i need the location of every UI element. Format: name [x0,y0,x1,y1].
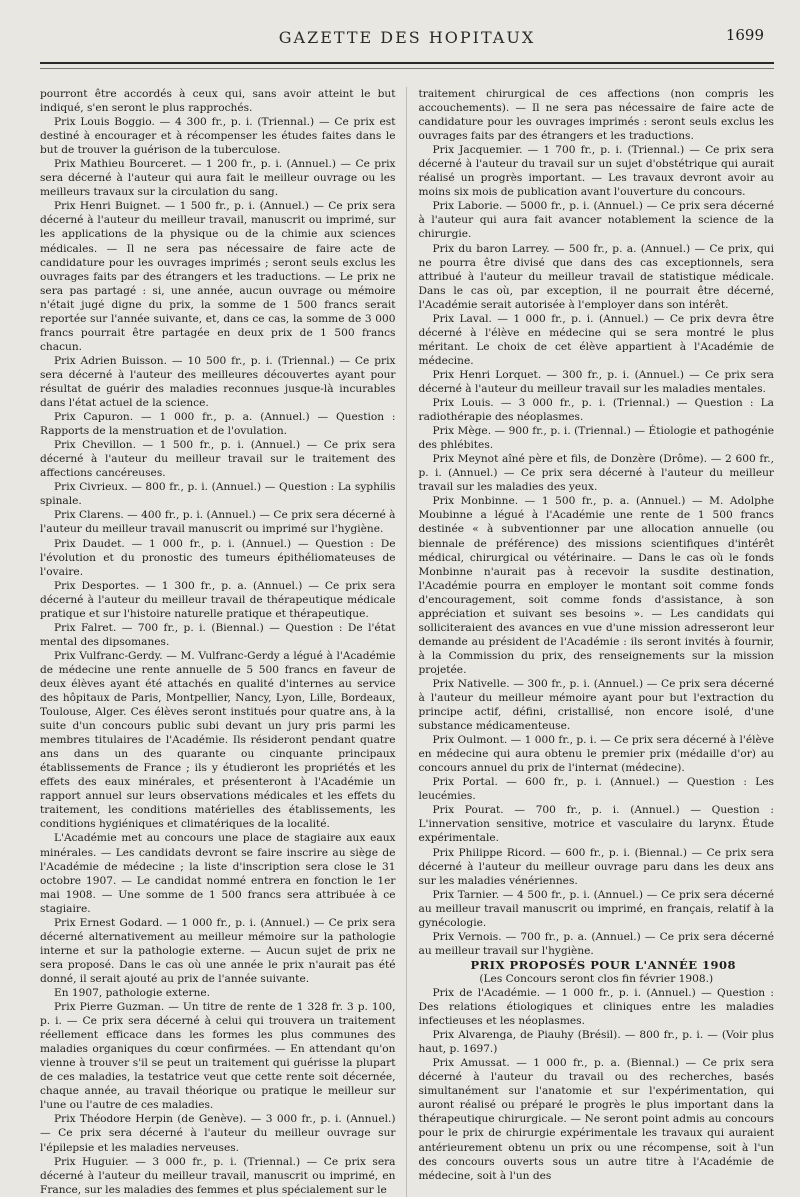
paragraph: L'Académie met au concours une place de stagiaire aux eaux minérales. — Les candidats devront se faire inscrire au siège de l'Académie de médecine ; la liste d'inscription sera close le 31 octobre 1907. — Le candidat nommé entrera en fonction le 1er mai 1908. — Une somme de 1 500 francs sera attribuée à ce stagiaire. [40,832,396,915]
paragraph: Prix Clarens. — 400 fr., p. i. (Annuel.) — Ce prix sera décerné à l'auteur du meilleur travail manuscrit ou imprimé sur l'hygiène. [40,509,396,536]
paragraph: En 1907, pathologie externe. [54,987,211,999]
paragraph: Prix Ernest Godard. — 1 000 fr., p. i. (Annuel.) — Ce prix sera décerné alternativement au meilleur mémoire sur la pathologie interne et sur la pathologie externe. — Aucun sujet de prix ne sera proposé. Dans le cas où une année le prix n'aurait pas été donné, il serait ajouté au prix de l'année suivante. [40,916,396,985]
running-head [40,22,774,54]
paragraph: Prix Huguier. — 3 000 fr., p. i. (Triennal.) — Ce prix sera décerné à l'auteur du meilleur travail, manuscrit ou imprimé, en France, sur les maladies des femmes et plus spécialement sur le [40,1155,396,1196]
right-column [406,87,775,1197]
paragraph: Prix Pourat. — 700 fr., p. i. (Annuel.) — Question : L'innervation sensitive, motrice et vasculaire du larynx. Étude expérimentale. [418,804,774,845]
paragraph: Prix Meynot aîné père et fils, de Donzère (Drôme). — 2 600 fr., p. i. (Annuel.) — Ce prix sera décerné à l'auteur du meilleur travail sur les maladies des yeux. [418,453,774,494]
paragraph: Prix Tarnier. — 4 500 fr., p. i. (Annuel.) — Ce prix sera décerné au meilleur travail manuscrit ou imprimé, en français, relatif à la gynécologie. [418,888,774,929]
paragraph: Prix Falret. — 700 fr., p. i. (Biennal.) — Question : De l'état mental des dipsomanes. [40,621,396,648]
paragraph: Prix du baron Larrey. — 500 fr., p. a. (Annuel.) — Ce prix, qui ne pourra être divisé que dans des cas exceptionnels, sera attribué à l'auteur du meilleur travail de statistique médicale. Dans le cas où, par exception, il ne pourrait être décerné, l'Académie serait autorisée à l'employer dans son intérêt. [418,242,774,311]
two-column-body [40,87,774,1197]
journal-title: GAZETTE DES HOPITAUX [278,28,536,47]
paragraph: Prix Civrieux. — 800 fr., p. i. (Annuel.) — Question : La syphilis spinale. [40,481,396,508]
paragraph: Prix Laval. — 1 000 fr., p. i. (Annuel.) — Ce prix devra être décerné à l'élève en médecine qui se sera montré le plus méritant. Le choix de cet élève appartient à l'Académie de médecine. [418,312,774,367]
paragraph: Prix Oulmont. — 1 000 fr., p. i. — Ce prix sera décerné à l'élève en médecine qui aura obtenu le premier prix (médaille d'or) au concours annuel du prix de l'internat (médecine). [418,734,774,775]
paragraph: Prix Philippe Ricord. — 600 fr., p. i. (Biennal.) — Ce prix sera décerné à l'auteur du meilleur ouvrage paru dans les deux ans sur les maladies vénériennes. [418,846,774,887]
paragraph: Prix Laborie. — 5000 fr., p. i. (Annuel.) — Ce prix sera décerné à l'auteur qui aura fait avancer notablement la science de la chirurgie. [418,200,774,241]
paragraph: Prix de l'Académie. — 1 000 fr., p. i. (Annuel.) — Question : Des relations étiologiques et cliniques entre les maladies infectieuses et les néoplasmes. [418,987,774,1028]
paragraph: Prix Vernois. — 700 fr., p. a. (Annuel.) — Ce prix sera décerné au meilleur travail sur l'hygiène. [418,930,774,957]
paragraph: Prix Henri Lorquet. — 300 fr., p. i. (Annuel.) — Ce prix sera décerné à l'auteur du meilleur travail sur les maladies mentales. [418,368,774,395]
paragraph: Prix Jacquemier. — 1 700 fr., p. i. (Triennal.) — Ce prix sera décerné à l'auteur du travail sur un sujet d'obstétrique qui aurait réalisé un progrès important. — Les travaux devront avoir au moins six mois de publication avant l'ouverture du concours. [418,144,774,199]
paragraph: Prix Adrien Buisson. — 10 500 fr., p. i. (Triennal.) — Ce prix sera décerné à l'auteur des meilleures découvertes ayant pour résultat de guérir des maladies reconnues jusque-là incurables dans l'état actuel de la science. [40,354,396,410]
paragraph: Prix Alvarenga, de Piauhy (Brésil). — 800 fr., p. i. — (Voir plus haut, p. 1697.) [418,1029,774,1056]
left-column [40,87,406,1197]
header-rule [40,62,774,64]
paragraph: Prix Vulfranc-Gerdy. — M. Vulfranc-Gerdy a légué à l'Académie de médecine une rente annuelle de 5 500 francs en faveur de deux élèves ayant été attachés en qualité d'internes au service des hôpitaux de Paris, Montpellier, Nancy, Lyon, Lille, Bordeaux, Toulouse, Alger. Ces élèves seront institués pour quatre ans, à la suite d'un concours public subi devant un jury pris parmi les membres titulaires de l'Académie. Ils résideront pendant quatre ans dans un des quarante ou cinquante principaux établissements de France ; ils y étudieront les propriétés et les effets des eaux minérales, et présenteront à l'Académie un rapport annuel sur leurs observations médicales et les effets du traitement, les conditions matérielles des établissements, les conditions hygiéniques et climatériques de la localité. [40,649,396,831]
header-rule-thin [40,68,774,69]
paragraph: Prix Desportes. — 1 300 fr., p. a. (Annuel.) — Ce prix sera décerné à l'auteur du meilleur travail de thérapeutique médicale pratique et sur l'histoire naturelle pratique et thérapeutique. [40,579,396,620]
paragraph: Prix Capuron. — 1 000 fr., p. a. (Annuel.) — Question : Rapports de la menstruation et de l'ovulation. [40,411,396,438]
page-number: 1699 [725,26,764,44]
section-title: PRIX PROPOSÉS POUR L'ANNÉE 1908 [470,957,737,972]
paragraph: Prix Nativelle. — 300 fr., p. i. (Annuel.) — Ce prix sera décerné à l'auteur du meilleur mémoire ayant pour but l'extraction du principe actif, défini, cristallisé, non encore isolé, d'une substance médicamenteuse. [418,677,774,733]
paragraph: Prix Monbinne. — 1 500 fr., p. a. (Annuel.) — M. Adolphe Moubinne a légué à l'Académie une rente de 1 500 francs destinée « à subventionner par une allocation annuelle (ou biennale de préférence) des missions scientifiques d'intérêt médical, chirurgical ou vétérinaire. — Dans le cas où le fonds Monbinne n'aurait pas à recevoir la susdite destination, l'Académie pourra en employer le montant soit comme fonds d'encouragement, soit comme fonds d'assistance, à son appréciation et suivant ses besoins ». — Les candidats qui solliciteraient des avances en vue d'une mission adresseront leur demande au président de l'Académie : ils seront invités à fournir, à la Commission du prix, des renseignements sur la mission projetée. [418,495,774,676]
paragraph: Prix Mathieu Bourceret. — 1 200 fr., p. i. (Annuel.) — Ce prix sera décerné à l'auteur qui aura fait le meilleur ouvrage ou les meilleurs travaux sur la circulation du sang. [40,158,396,199]
paragraph: Prix Théodore Herpin (de Genève). — 3 000 fr., p. i. (Annuel.) — Ce prix sera décerné à l'auteur du meilleur ouvrage sur l'épilepsie et les maladies nerveuses. [40,1113,396,1154]
paragraph: Prix Henri Buignet. — 1 500 fr., p. i. (Annuel.) — Ce prix sera décerné à l'auteur du meilleur travail, manuscrit ou imprimé, sur les applications de la physique ou de la chimie aux sciences médicales. — Il ne sera pas nécessaire de faire acte de candidature pour les ouvrages imprimés ; seront seuls exclus les ouvrages faits par des étrangers et les traductions. — Le prix ne sera pas partagé : si, une année, aucun ouvrage ou mémoire n'était jugé digne du prix, la somme de 1 500 francs serait reportée sur l'année suivante, et, dans ce cas, la somme de 3 000 francs pourrait être partagée en deux prix de 1 500 francs chacun. [40,200,396,353]
paragraph: Prix Mège. — 900 fr., p. i. (Triennal.) — Étiologie et pathogénie des phlébites. [418,425,774,452]
paragraph: Prix Amussat. — 1 000 fr., p. a. (Biennal.) — Ce prix sera décerné à l'auteur du travail ou des recherches, basés simultanément sur l'anatomie et sur l'expérimentation, qui auront réalisé ou préparé le progrès le plus important dans la thérapeutique chirurgicale. — Ne seront point admis au concours pour le prix de chirurgie expérimentale les travaux qui auraient antérieurement obtenu un prix ou une récompense, soit à l'un des concours ouverts sous un autre titre à l'Académie de médecine, soit à l'un des [418,1057,774,1182]
section-subtitle: (Les Concours seront clos fin février 1908.) [479,972,714,985]
paragraph: Prix Portal. — 600 fr., p. i. (Annuel.) — Question : Les leucémies. [418,776,774,803]
paragraph: Prix Louis. — 3 000 fr., p. i. (Triennal.) — Question : La radiothérapie des néoplasmes. [418,397,774,424]
paragraph: Prix Daudet. — 1 000 fr., p. i. (Annuel.) — Question : De l'évolution et du pronostic des tumeurs épithéliomateuses de l'ovaire. [40,537,396,578]
paragraph: pourront être accordés à ceux qui, sans avoir atteint le but indiqué, s'en seront le plus rapprochés. [40,88,396,115]
paragraph: Prix Louis Boggio. — 4 300 fr., p. i. (Triennal.) — Ce prix est destiné à encourager et à récompenser les études faites dans le but de trouver la guérison de la tuberculose. [40,116,396,157]
paragraph: Prix Pierre Guzman. — Un titre de rente de 1 328 fr. 3 p. 100, p. i. — Ce prix sera décerné à celui qui trouvera un traitement réellement efficace dans les formes les plus communes des maladies organiques du cœur confirmées. — En attendant qu'on vienne à trouver s'il se peut un traitement qui guérisse la plupart de ces maladies, la testatrice veut que cette rente soit décernée, chaque année, au travail théorique ou pratique le meilleur sur l'une ou l'autre de ces maladies. [40,1001,396,1112]
paragraph: Prix Chevillon. — 1 500 fr., p. i. (Annuel.) — Ce prix sera décerné à l'auteur du meilleur travail sur le traitement des affections cancéreuses. [40,439,396,480]
paragraph: traitement chirurgical de ces affections (non compris les accouchements). — Il ne sera pas nécessaire de faire acte de candidature pour les ouvrages imprimés : seront seuls exclus les ouvrages faits par des étrangers et les traductions. [418,88,774,143]
